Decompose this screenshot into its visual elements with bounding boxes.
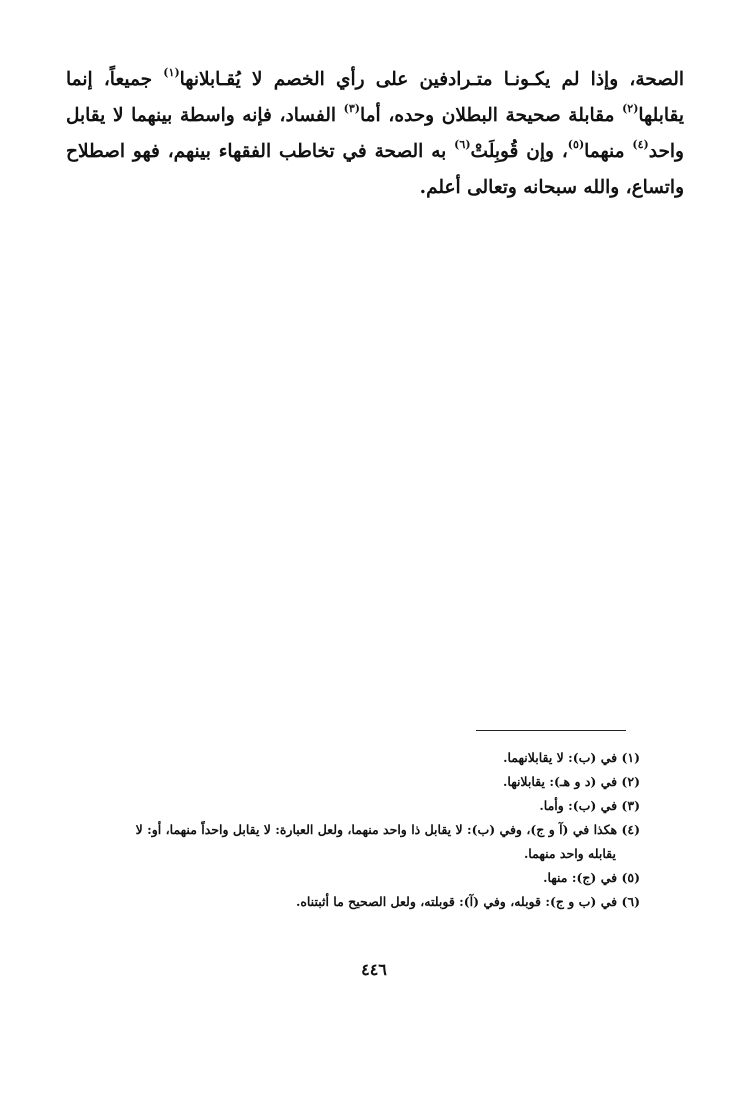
text-segment: جميعاً، إنما bbox=[66, 69, 164, 90]
text-segment: واتساع، والله سبحانه وتعالى أعلم. bbox=[419, 177, 684, 198]
footnote-ref-3: (٣) bbox=[343, 102, 361, 115]
text-line-2 bbox=[66, 98, 684, 134]
text-segment: الصحة، وإذا لم يكـونـا متـرادفين على رأي الخصم لا يُقـابلانها bbox=[179, 69, 684, 90]
text-segment: مقابلة صحيحة البطلان وحده، أما bbox=[360, 105, 623, 126]
text-line-4 bbox=[66, 170, 684, 206]
main-text bbox=[66, 62, 684, 206]
text-line-3 bbox=[66, 134, 684, 170]
footnote-1: (١) في (ب): لا يقابلانهما. bbox=[503, 750, 640, 765]
footnote-ref-6: (٦) bbox=[454, 138, 471, 151]
text-segment: واحد bbox=[648, 141, 684, 162]
footnote-ref-1: (١) bbox=[163, 66, 180, 79]
footnotes bbox=[70, 746, 640, 914]
footnote-4-continuation: يقابله واحد منهما. bbox=[523, 846, 616, 861]
footnote-3: (٣) في (ب): وأما. bbox=[539, 798, 640, 813]
footnote-5: (٥) في (ج): منها. bbox=[543, 870, 640, 885]
text-segment: يقابلها bbox=[638, 105, 685, 126]
text-segment: ، وإن قُوبِلَتْ bbox=[470, 141, 568, 162]
footnote-6: (٦) في (ب و ج): قوبله، وفي (آ): قوبلته، ولعل الصحيح ما أثبتناه. bbox=[295, 894, 640, 909]
footnote-ref-5: (٥) bbox=[567, 138, 585, 151]
footnote-2: (٢) في (د و هـ): يقابلانها. bbox=[503, 774, 640, 789]
footnote-4-text: (٤) هكذا في (آ و ج)، وفي (ب): لا يقابل ذا واحد منهما، ولعل العبارة: لا يقابل واحداً منهما، أو: لا bbox=[135, 822, 640, 837]
footnote-ref-4: (٤) bbox=[632, 138, 649, 151]
footnote-ref-2: (٢) bbox=[622, 102, 639, 115]
text-segment: به الصحة في تخاطب الفقهاء بينهم، فهو اصطلاح bbox=[66, 141, 455, 162]
text-line-1 bbox=[66, 62, 684, 98]
text-segment: الفساد، فإنه واسطة بينهما لا يقابل bbox=[66, 105, 344, 126]
footnote-4 bbox=[70, 818, 640, 866]
footnote-separator bbox=[476, 730, 626, 731]
page-number: ٤٤٦ bbox=[361, 960, 387, 979]
text-segment: منهما bbox=[584, 141, 633, 162]
